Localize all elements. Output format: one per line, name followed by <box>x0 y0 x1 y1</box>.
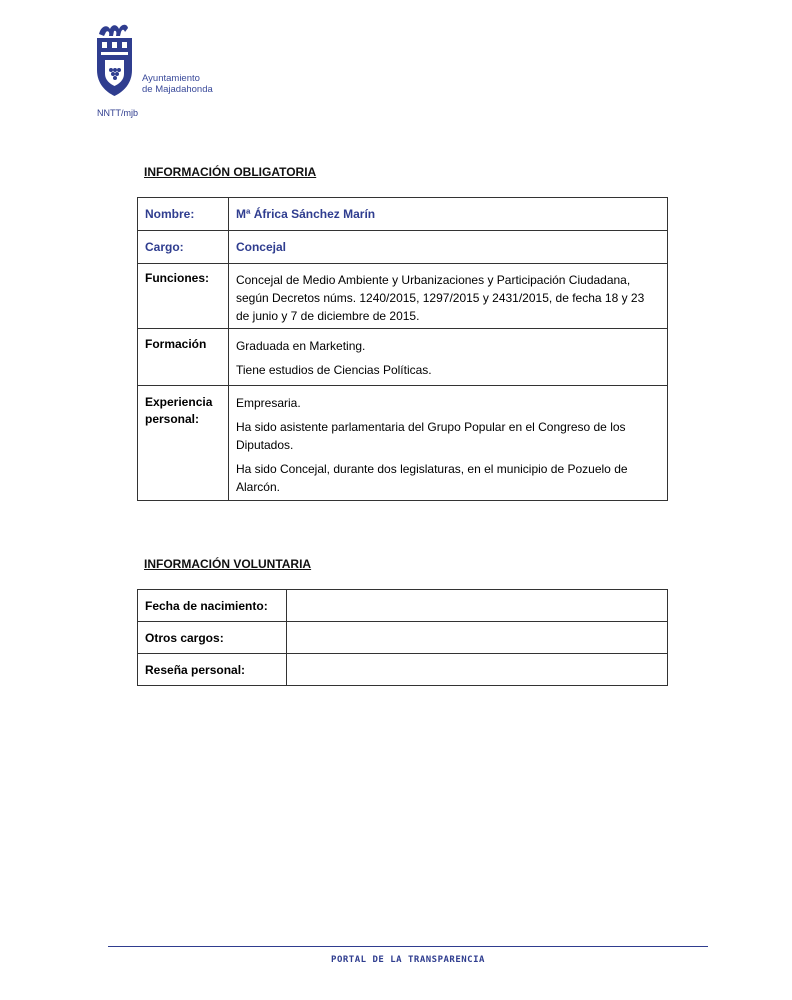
mandatory-info-table <box>137 197 668 501</box>
fecha-nacimiento-value <box>287 590 668 622</box>
table-row <box>138 198 668 231</box>
logo-text <box>142 73 213 95</box>
formacion-item: Tiene estudios de Ciencias Políticas. <box>235 363 432 377</box>
nombre-label: Nombre: <box>138 198 229 231</box>
experiencia-label <box>138 386 229 501</box>
experiencia-label-line-2: personal: <box>145 412 200 426</box>
cargo-label: Cargo: <box>138 231 229 264</box>
funciones-label: Funciones: <box>138 264 229 329</box>
otros-cargos-value <box>287 622 668 654</box>
table-row <box>138 622 668 654</box>
table-row <box>138 231 668 264</box>
voluntary-info-table <box>137 589 668 686</box>
experiencia-item: Ha sido asistente parlamentaria del Grupo Popular en el Congreso de los Diputados. <box>235 420 626 452</box>
experiencia-cell <box>228 386 667 501</box>
voluntary-info-heading: INFORMACIÓN VOLUNTARIA <box>144 557 312 571</box>
fecha-nacimiento-label: Fecha de nacimiento: <box>138 590 287 622</box>
otros-cargos-label: Otros cargos: <box>138 622 287 654</box>
table-row <box>138 386 668 501</box>
formacion-item: Graduada en Marketing. <box>235 339 366 353</box>
experiencia-item: Ha sido Concejal, durante dos legislaturas, en el municipio de Pozuelo de Alarcón. <box>235 462 628 494</box>
funciones-cell <box>228 264 667 329</box>
table-row <box>138 654 668 686</box>
footer-portal-title: PORTAL DE LA TRANSPARENCIA <box>331 955 485 965</box>
cargo-value: Concejal <box>228 231 667 264</box>
formacion-label: Formación <box>138 329 229 386</box>
experiencia-item: Empresaria. <box>235 396 301 410</box>
table-row <box>138 590 668 622</box>
footer-divider <box>108 946 708 947</box>
funciones-value: Concejal de Medio Ambiente y Urbanizaciones y Participación Ciudadana, según Decretos núms. 1240/2015, 1297/2015 y 2431/2015, de fecha 18 y 23 de junio y 7 de diciembre de 2015. <box>235 273 645 323</box>
resena-personal-label: Reseña personal: <box>138 654 287 686</box>
formacion-cell <box>228 329 667 386</box>
mandatory-info-heading: INFORMACIÓN OBLIGATORIA <box>144 165 317 179</box>
table-row <box>138 329 668 386</box>
resena-personal-value <box>287 654 668 686</box>
table-row <box>138 264 668 329</box>
document-reference: NNTT/mjb <box>97 108 138 118</box>
experiencia-label-line-1: Experiencia <box>145 395 213 409</box>
logo-line-1: Ayuntamiento <box>142 73 200 84</box>
nombre-value: Mª África Sánchez Marín <box>228 198 667 231</box>
logo-line-2: de Majadahonda <box>142 84 213 95</box>
